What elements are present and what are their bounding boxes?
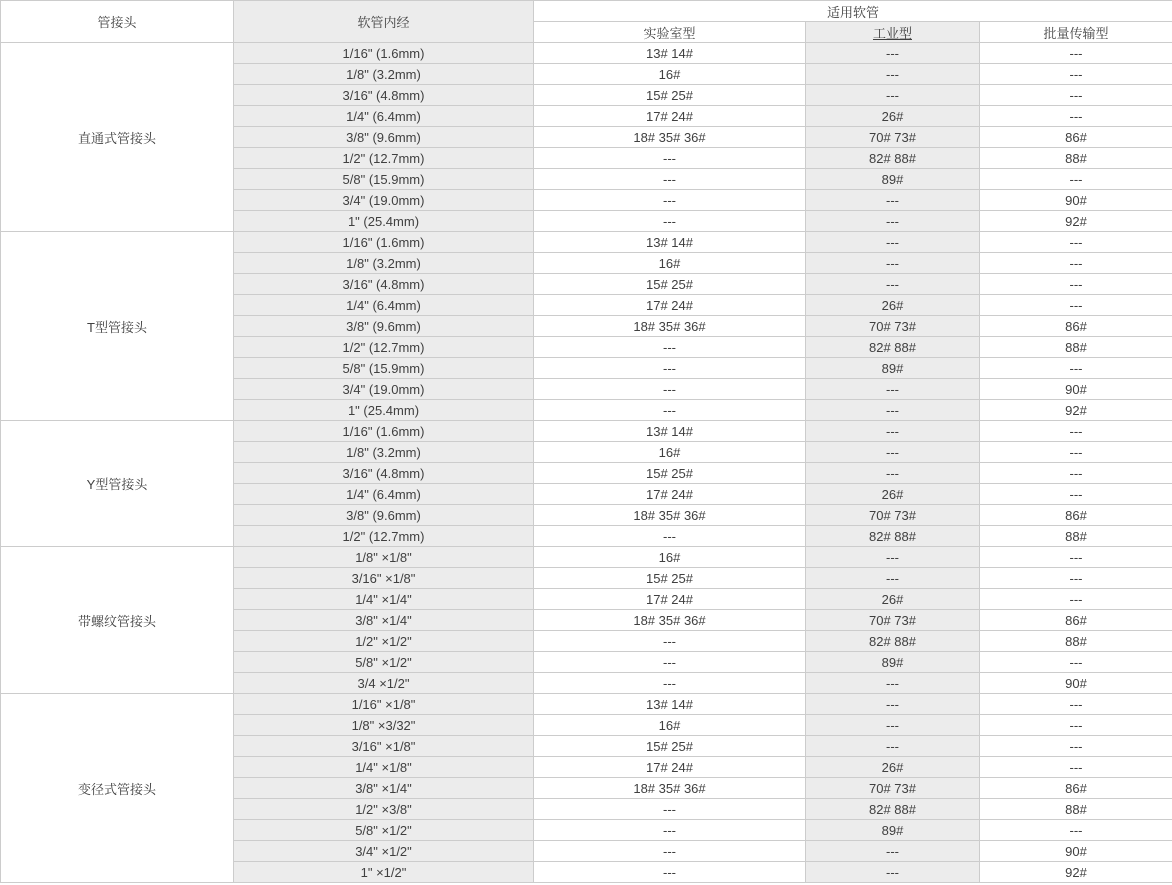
- lab-type-cell: 15# 25#: [534, 736, 806, 757]
- lab-type-cell: ---: [534, 169, 806, 190]
- bulk-transfer-cell: 90#: [980, 379, 1172, 400]
- lab-type-cell: 15# 25#: [534, 463, 806, 484]
- bulk-transfer-cell: 86#: [980, 610, 1172, 631]
- lab-type-cell: ---: [534, 358, 806, 379]
- hose-diameter-cell: 1/2" ×1/2": [234, 631, 534, 652]
- industrial-type-cell: 89#: [806, 652, 980, 673]
- lab-type-cell: ---: [534, 631, 806, 652]
- header-applicable-hose: 适用软管: [534, 1, 1172, 22]
- industrial-type-cell: 26#: [806, 589, 980, 610]
- industrial-type-cell: 70# 73#: [806, 127, 980, 148]
- hose-diameter-cell: 1/2" (12.7mm): [234, 526, 534, 547]
- industrial-type-cell: ---: [806, 211, 980, 232]
- lab-type-cell: ---: [534, 673, 806, 694]
- industrial-type-cell: 26#: [806, 106, 980, 127]
- industrial-type-cell: ---: [806, 400, 980, 421]
- fitting-group-label: T型管接头: [1, 232, 234, 421]
- lab-type-cell: 13# 14#: [534, 421, 806, 442]
- industrial-type-cell: ---: [806, 673, 980, 694]
- lab-type-cell: 16#: [534, 442, 806, 463]
- header-inner-diameter: 软管内经: [234, 1, 534, 43]
- bulk-transfer-cell: 88#: [980, 631, 1172, 652]
- header-lab-type: 实验室型: [534, 22, 806, 43]
- bulk-transfer-cell: ---: [980, 589, 1172, 610]
- industrial-type-cell: ---: [806, 274, 980, 295]
- bulk-transfer-cell: 88#: [980, 799, 1172, 820]
- industrial-type-cell: 82# 88#: [806, 148, 980, 169]
- lab-type-cell: 15# 25#: [534, 568, 806, 589]
- bulk-transfer-cell: 90#: [980, 841, 1172, 862]
- hose-diameter-cell: 1/8" ×3/32": [234, 715, 534, 736]
- fitting-group-label: 带螺纹管接头: [1, 547, 234, 694]
- bulk-transfer-cell: 90#: [980, 190, 1172, 211]
- hose-diameter-cell: 3/8" ×1/4": [234, 610, 534, 631]
- lab-type-cell: 17# 24#: [534, 295, 806, 316]
- industrial-type-cell: ---: [806, 253, 980, 274]
- lab-type-cell: ---: [534, 526, 806, 547]
- industrial-type-cell: 70# 73#: [806, 316, 980, 337]
- bulk-transfer-cell: ---: [980, 652, 1172, 673]
- bulk-transfer-cell: ---: [980, 232, 1172, 253]
- industrial-type-link[interactable]: 工业型: [872, 25, 912, 41]
- lab-type-cell: ---: [534, 652, 806, 673]
- lab-type-cell: ---: [534, 841, 806, 862]
- bulk-transfer-cell: ---: [980, 253, 1172, 274]
- hose-diameter-cell: 5/8" (15.9mm): [234, 169, 534, 190]
- lab-type-cell: 18# 35# 36#: [534, 778, 806, 799]
- hose-diameter-cell: 3/8" ×1/4": [234, 778, 534, 799]
- bulk-transfer-cell: ---: [980, 820, 1172, 841]
- lab-type-cell: ---: [534, 862, 806, 883]
- header-row-1: [1, 1, 1172, 22]
- bulk-transfer-cell: ---: [980, 694, 1172, 715]
- fitting-group-label: Y型管接头: [1, 421, 234, 547]
- hose-diameter-cell: 3/16" (4.8mm): [234, 85, 534, 106]
- hose-diameter-cell: 3/8" (9.6mm): [234, 505, 534, 526]
- lab-type-cell: ---: [534, 820, 806, 841]
- lab-type-cell: ---: [534, 190, 806, 211]
- hose-diameter-cell: 1/2" (12.7mm): [234, 148, 534, 169]
- hose-diameter-cell: 1/16" (1.6mm): [234, 421, 534, 442]
- industrial-type-cell: ---: [806, 64, 980, 85]
- industrial-type-cell: 26#: [806, 295, 980, 316]
- hose-diameter-cell: 3/16" ×1/8": [234, 568, 534, 589]
- lab-type-cell: 18# 35# 36#: [534, 505, 806, 526]
- industrial-type-cell: ---: [806, 43, 980, 64]
- bulk-transfer-cell: ---: [980, 106, 1172, 127]
- industrial-type-cell: 26#: [806, 484, 980, 505]
- lab-type-cell: 15# 25#: [534, 274, 806, 295]
- industrial-type-cell: ---: [806, 694, 980, 715]
- industrial-type-cell: ---: [806, 841, 980, 862]
- bulk-transfer-cell: 88#: [980, 526, 1172, 547]
- table-body: [1, 43, 1172, 883]
- table-row: [1, 421, 1172, 442]
- header-fitting: 管接头: [1, 1, 234, 43]
- industrial-type-cell: 70# 73#: [806, 778, 980, 799]
- industrial-type-cell: 89#: [806, 358, 980, 379]
- industrial-type-cell: ---: [806, 862, 980, 883]
- lab-type-cell: 17# 24#: [534, 589, 806, 610]
- hose-diameter-cell: 3/16" ×1/8": [234, 736, 534, 757]
- hose-diameter-cell: 1/4" ×1/4": [234, 589, 534, 610]
- bulk-transfer-cell: 86#: [980, 505, 1172, 526]
- bulk-transfer-cell: 86#: [980, 127, 1172, 148]
- hose-diameter-cell: 1/16" (1.6mm): [234, 232, 534, 253]
- bulk-transfer-cell: 92#: [980, 211, 1172, 232]
- industrial-type-cell: ---: [806, 379, 980, 400]
- table-row: [1, 43, 1172, 64]
- hose-diameter-cell: 3/16" (4.8mm): [234, 463, 534, 484]
- bulk-transfer-cell: ---: [980, 736, 1172, 757]
- hose-diameter-cell: 3/4" (19.0mm): [234, 379, 534, 400]
- fitting-group-label: 变径式管接头: [1, 694, 234, 883]
- bulk-transfer-cell: 92#: [980, 862, 1172, 883]
- lab-type-cell: 16#: [534, 715, 806, 736]
- bulk-transfer-cell: ---: [980, 64, 1172, 85]
- bulk-transfer-cell: ---: [980, 757, 1172, 778]
- lab-type-cell: 16#: [534, 64, 806, 85]
- industrial-type-cell: ---: [806, 442, 980, 463]
- lab-type-cell: ---: [534, 337, 806, 358]
- industrial-type-cell: 70# 73#: [806, 505, 980, 526]
- lab-type-cell: 16#: [534, 547, 806, 568]
- industrial-type-cell: ---: [806, 190, 980, 211]
- hose-diameter-cell: 1" (25.4mm): [234, 211, 534, 232]
- lab-type-cell: ---: [534, 400, 806, 421]
- hose-diameter-cell: 1/2" ×3/8": [234, 799, 534, 820]
- bulk-transfer-cell: ---: [980, 85, 1172, 106]
- hose-diameter-cell: 1/4" (6.4mm): [234, 106, 534, 127]
- lab-type-cell: ---: [534, 799, 806, 820]
- bulk-transfer-cell: ---: [980, 715, 1172, 736]
- bulk-transfer-cell: ---: [980, 463, 1172, 484]
- hose-diameter-cell: 3/4 ×1/2": [234, 673, 534, 694]
- hose-diameter-cell: 3/4" (19.0mm): [234, 190, 534, 211]
- bulk-transfer-cell: ---: [980, 568, 1172, 589]
- industrial-type-cell: ---: [806, 232, 980, 253]
- bulk-transfer-cell: 88#: [980, 148, 1172, 169]
- industrial-type-cell: 26#: [806, 757, 980, 778]
- industrial-type-cell: 82# 88#: [806, 337, 980, 358]
- lab-type-cell: 18# 35# 36#: [534, 610, 806, 631]
- bulk-transfer-cell: ---: [980, 442, 1172, 463]
- hose-diameter-cell: 3/4" ×1/2": [234, 841, 534, 862]
- bulk-transfer-cell: 92#: [980, 400, 1172, 421]
- lab-type-cell: 18# 35# 36#: [534, 316, 806, 337]
- industrial-type-cell: ---: [806, 85, 980, 106]
- industrial-type-cell: ---: [806, 715, 980, 736]
- bulk-transfer-cell: 88#: [980, 337, 1172, 358]
- industrial-type-cell: 82# 88#: [806, 526, 980, 547]
- lab-type-cell: 17# 24#: [534, 484, 806, 505]
- lab-type-cell: 16#: [534, 253, 806, 274]
- bulk-transfer-cell: ---: [980, 484, 1172, 505]
- bulk-transfer-cell: 86#: [980, 316, 1172, 337]
- bulk-transfer-cell: ---: [980, 547, 1172, 568]
- industrial-type-cell: ---: [806, 736, 980, 757]
- industrial-type-cell: 70# 73#: [806, 610, 980, 631]
- bulk-transfer-cell: 86#: [980, 778, 1172, 799]
- lab-type-cell: 13# 14#: [534, 232, 806, 253]
- hose-diameter-cell: 1/8" (3.2mm): [234, 442, 534, 463]
- lab-type-cell: 15# 25#: [534, 85, 806, 106]
- industrial-type-cell: ---: [806, 547, 980, 568]
- lab-type-cell: 17# 24#: [534, 106, 806, 127]
- lab-type-cell: 17# 24#: [534, 757, 806, 778]
- bulk-transfer-cell: ---: [980, 169, 1172, 190]
- industrial-type-cell: ---: [806, 463, 980, 484]
- bulk-transfer-cell: 90#: [980, 673, 1172, 694]
- hose-diameter-cell: 1/4" (6.4mm): [234, 484, 534, 505]
- bulk-transfer-cell: ---: [980, 358, 1172, 379]
- lab-type-cell: ---: [534, 379, 806, 400]
- lab-type-cell: 18# 35# 36#: [534, 127, 806, 148]
- lab-type-cell: ---: [534, 148, 806, 169]
- hose-diameter-cell: 3/8" (9.6mm): [234, 127, 534, 148]
- lab-type-cell: ---: [534, 211, 806, 232]
- bulk-transfer-cell: ---: [980, 43, 1172, 64]
- hose-diameter-cell: 1/16" ×1/8": [234, 694, 534, 715]
- hose-diameter-cell: 5/8" ×1/2": [234, 820, 534, 841]
- header-industrial-type: [806, 22, 980, 43]
- industrial-type-cell: 89#: [806, 169, 980, 190]
- hose-diameter-cell: 1/4" ×1/8": [234, 757, 534, 778]
- hose-diameter-cell: 1/8" ×1/8": [234, 547, 534, 568]
- bulk-transfer-cell: ---: [980, 274, 1172, 295]
- hose-diameter-cell: 5/8" (15.9mm): [234, 358, 534, 379]
- industrial-type-cell: ---: [806, 568, 980, 589]
- hose-diameter-cell: 1/4" (6.4mm): [234, 295, 534, 316]
- fitting-group-label: 直通式管接头: [1, 43, 234, 232]
- bulk-transfer-cell: ---: [980, 295, 1172, 316]
- hose-diameter-cell: 1/2" (12.7mm): [234, 337, 534, 358]
- hose-diameter-cell: 1" ×1/2": [234, 862, 534, 883]
- industrial-type-cell: ---: [806, 421, 980, 442]
- table-row: [1, 694, 1172, 715]
- hose-diameter-cell: 5/8" ×1/2": [234, 652, 534, 673]
- hose-diameter-cell: 1/8" (3.2mm): [234, 253, 534, 274]
- table-row: [1, 232, 1172, 253]
- bulk-transfer-cell: ---: [980, 421, 1172, 442]
- hose-diameter-cell: 3/8" (9.6mm): [234, 316, 534, 337]
- industrial-type-cell: 82# 88#: [806, 631, 980, 652]
- lab-type-cell: 13# 14#: [534, 43, 806, 64]
- hose-diameter-cell: 3/16" (4.8mm): [234, 274, 534, 295]
- table-row: [1, 547, 1172, 568]
- lab-type-cell: 13# 14#: [534, 694, 806, 715]
- hose-diameter-cell: 1/8" (3.2mm): [234, 64, 534, 85]
- industrial-type-cell: 82# 88#: [806, 799, 980, 820]
- hose-diameter-cell: 1/16" (1.6mm): [234, 43, 534, 64]
- industrial-type-cell: 89#: [806, 820, 980, 841]
- header-bulk-transfer-type: 批量传输型: [980, 22, 1172, 43]
- hose-diameter-cell: 1" (25.4mm): [234, 400, 534, 421]
